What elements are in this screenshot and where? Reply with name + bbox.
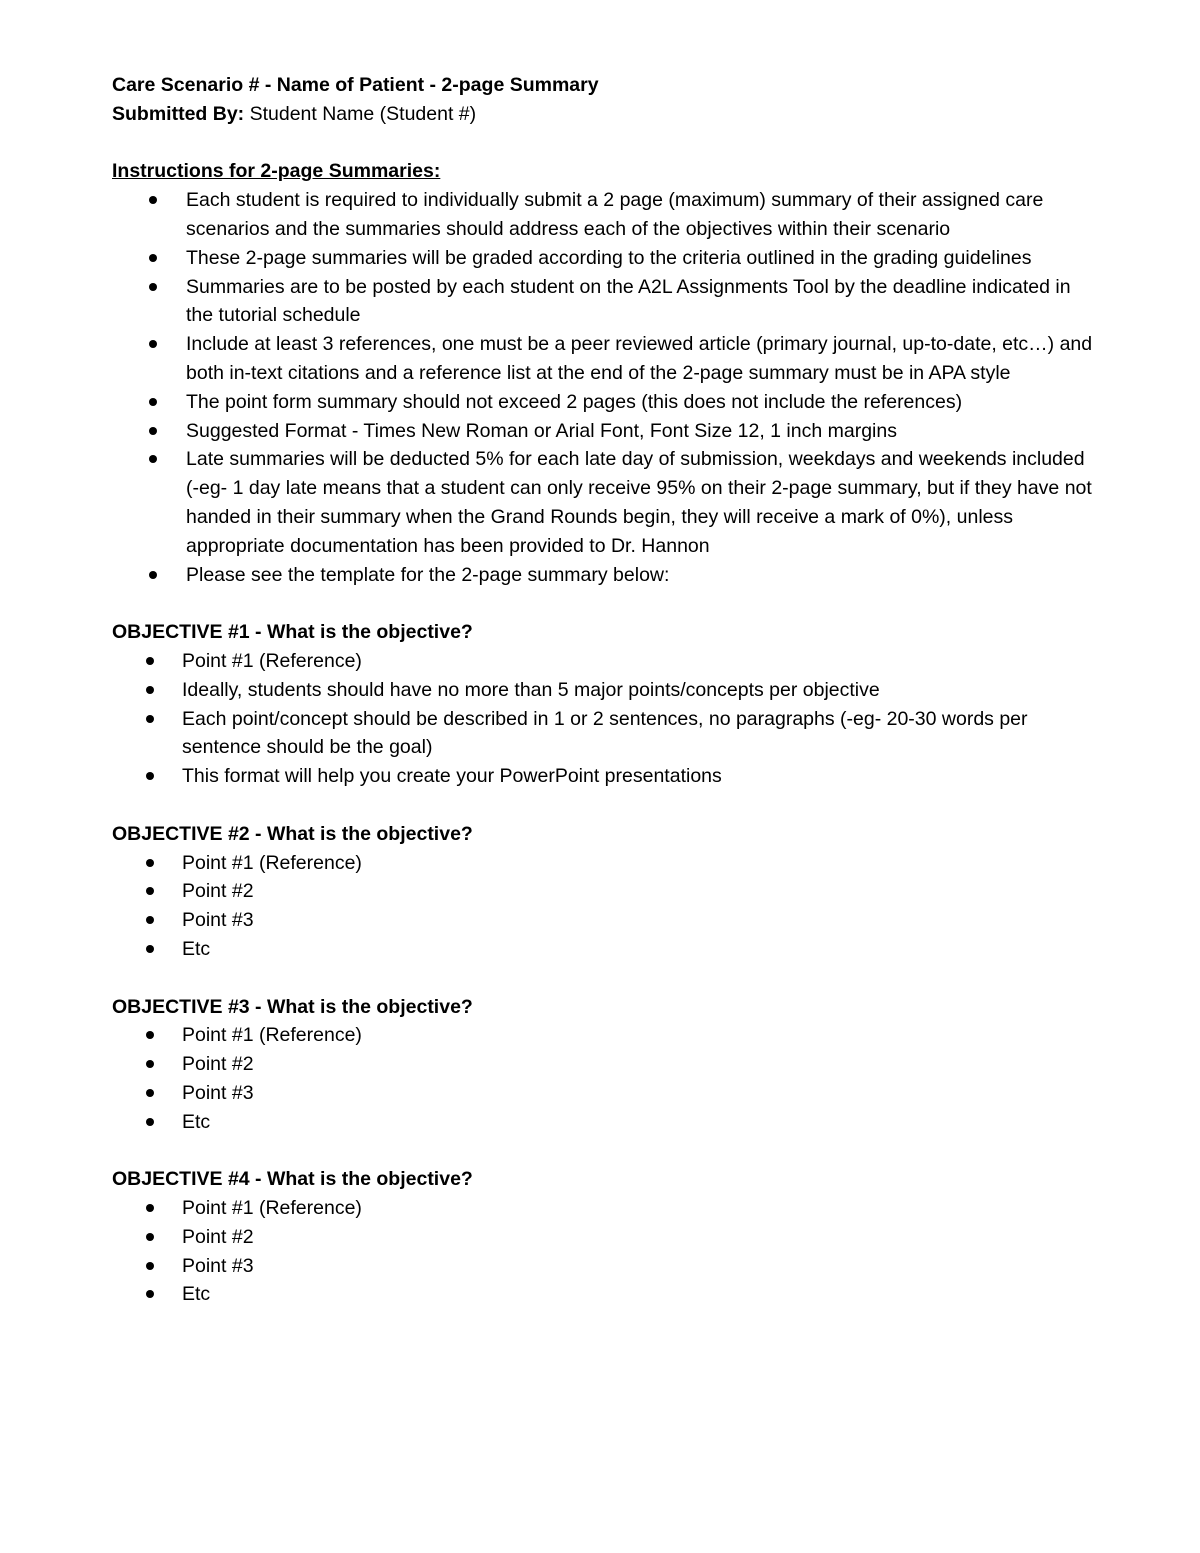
list-item	[112, 1194, 1102, 1223]
bullet-icon	[146, 657, 154, 665]
bullet-icon	[146, 859, 154, 867]
instructions-heading: Instructions for 2-page Summaries:	[112, 160, 441, 183]
objective-1-heading: OBJECTIVE #1 - What is the objective?	[112, 621, 473, 644]
bullet-icon	[146, 1118, 154, 1126]
submitted-by-label: Submitted By:	[112, 102, 245, 125]
objective-2-points	[112, 849, 1102, 964]
objective-4-points	[112, 1194, 1102, 1309]
spacer	[112, 1136, 1102, 1165]
submitted-by-value: Student Name (Student #)	[244, 102, 477, 125]
bullet-icon	[146, 1031, 154, 1039]
document-title: Care Scenario # - Name of Patient - 2-page Summary	[112, 74, 599, 96]
list-item-text: Point #3	[182, 1081, 254, 1104]
list-item	[112, 1223, 1102, 1252]
list-item	[112, 273, 1102, 331]
bullet-icon	[146, 887, 154, 895]
list-item	[112, 388, 1102, 417]
bullet-icon	[146, 1262, 154, 1270]
list-item	[112, 1280, 1102, 1309]
list-item	[112, 417, 1102, 446]
bullet-icon	[146, 686, 154, 694]
list-item	[112, 676, 1102, 705]
list-item-text: Etc	[182, 1110, 211, 1133]
list-item	[112, 877, 1102, 906]
list-item-text: Ideally, students should have no more than 5 major points/concepts per objective	[182, 678, 880, 701]
list-item-text: Etc	[182, 1283, 211, 1306]
bullet-icon	[146, 916, 154, 924]
spacer	[112, 589, 1102, 618]
list-item	[112, 705, 1102, 763]
bullet-icon	[146, 1233, 154, 1241]
list-item	[112, 445, 1102, 560]
bullet-icon	[149, 455, 157, 463]
bullet-icon	[146, 715, 154, 723]
list-item-text: Summaries are to be posted by each student on the A2L Assignments Tool by the deadline indicated in the tutorial schedule	[186, 275, 1071, 327]
document-body	[112, 71, 1102, 1309]
submitted-by-line	[112, 100, 1102, 129]
list-item	[112, 647, 1102, 676]
list-item	[112, 1021, 1102, 1050]
list-item-text: Point #2	[182, 1225, 254, 1248]
bullet-icon	[146, 772, 154, 780]
list-item	[112, 1050, 1102, 1079]
bullet-icon	[149, 196, 157, 204]
list-item-text: This format will help you create your PowerPoint presentations	[182, 765, 722, 788]
list-item	[112, 561, 1102, 590]
list-item	[112, 1252, 1102, 1281]
list-item	[112, 330, 1102, 388]
list-item-text: Each point/concept should be described in 1 or 2 sentences, no paragraphs (-eg- 20-30 words per sentence should be the goal)	[182, 707, 1028, 759]
objective-3-points	[112, 1021, 1102, 1136]
list-item-text: Point #3	[182, 909, 254, 932]
list-item	[112, 1108, 1102, 1137]
list-item-text: Point #3	[182, 1254, 254, 1277]
bullet-icon	[146, 1060, 154, 1068]
list-item-text: These 2-page summaries will be graded according to the criteria outlined in the grading guidelines	[186, 246, 1032, 269]
objective-2-heading: OBJECTIVE #2 - What is the objective?	[112, 822, 473, 845]
list-item-text: Please see the template for the 2-page summary below:	[186, 563, 670, 586]
list-item-text: Etc	[182, 937, 211, 960]
list-item-text: Point #1 (Reference)	[182, 649, 362, 672]
list-item	[112, 762, 1102, 791]
spacer	[112, 791, 1102, 820]
list-item-text: Point #1 (Reference)	[182, 1197, 362, 1220]
list-item-text: Point #2	[182, 880, 254, 903]
bullet-icon	[146, 945, 154, 953]
objective-1-points	[112, 647, 1102, 791]
bullet-icon	[149, 571, 157, 579]
bullet-icon	[146, 1089, 154, 1097]
bullet-icon	[146, 1204, 154, 1212]
list-item-text: The point form summary should not exceed 2 pages (this does not include the references)	[186, 390, 963, 413]
list-item-text: Point #1 (Reference)	[182, 851, 362, 874]
list-item	[112, 244, 1102, 273]
list-item-text: Late summaries will be deducted 5% for each late day of submission, weekdays and weekends included (-eg- 1 day late means that a student can only receive 95% on their 2-page summary, but if they have not handed in their summary when the Grand Rounds begin, they will receive a mark of 0%), unless appropriate documentation has been provided to Dr. Hannon	[186, 448, 1092, 557]
bullet-icon	[149, 283, 157, 291]
bullet-icon	[149, 340, 157, 348]
instructions-list	[112, 186, 1102, 589]
bullet-icon	[149, 427, 157, 435]
objective-3-heading: OBJECTIVE #3 - What is the objective?	[112, 995, 473, 1018]
spacer	[112, 129, 1102, 158]
list-item	[112, 186, 1102, 244]
list-item-text: Point #1 (Reference)	[182, 1024, 362, 1047]
bullet-icon	[149, 254, 157, 262]
list-item	[112, 1079, 1102, 1108]
list-item-text: Each student is required to individually submit a 2 page (maximum) summary of their assigned care scenarios and the summaries should address each of the objectives within their scenario	[186, 189, 1044, 240]
list-item-text: Include at least 3 references, one must be a peer reviewed article (primary journal, up-to-date, etc…) and both in-text citations and a reference list at the end of the 2-page summary must be in APA style	[186, 333, 1093, 384]
bullet-icon	[146, 1290, 154, 1298]
objective-4-heading: OBJECTIVE #4 - What is the objective?	[112, 1168, 473, 1191]
list-item	[112, 935, 1102, 964]
list-item-text: Suggested Format - Times New Roman or Arial Font, Font Size 12, 1 inch margins	[186, 419, 897, 442]
spacer	[112, 964, 1102, 993]
list-item	[112, 849, 1102, 878]
list-item-text: Point #2	[182, 1053, 254, 1076]
list-item	[112, 906, 1102, 935]
bullet-icon	[149, 398, 157, 406]
